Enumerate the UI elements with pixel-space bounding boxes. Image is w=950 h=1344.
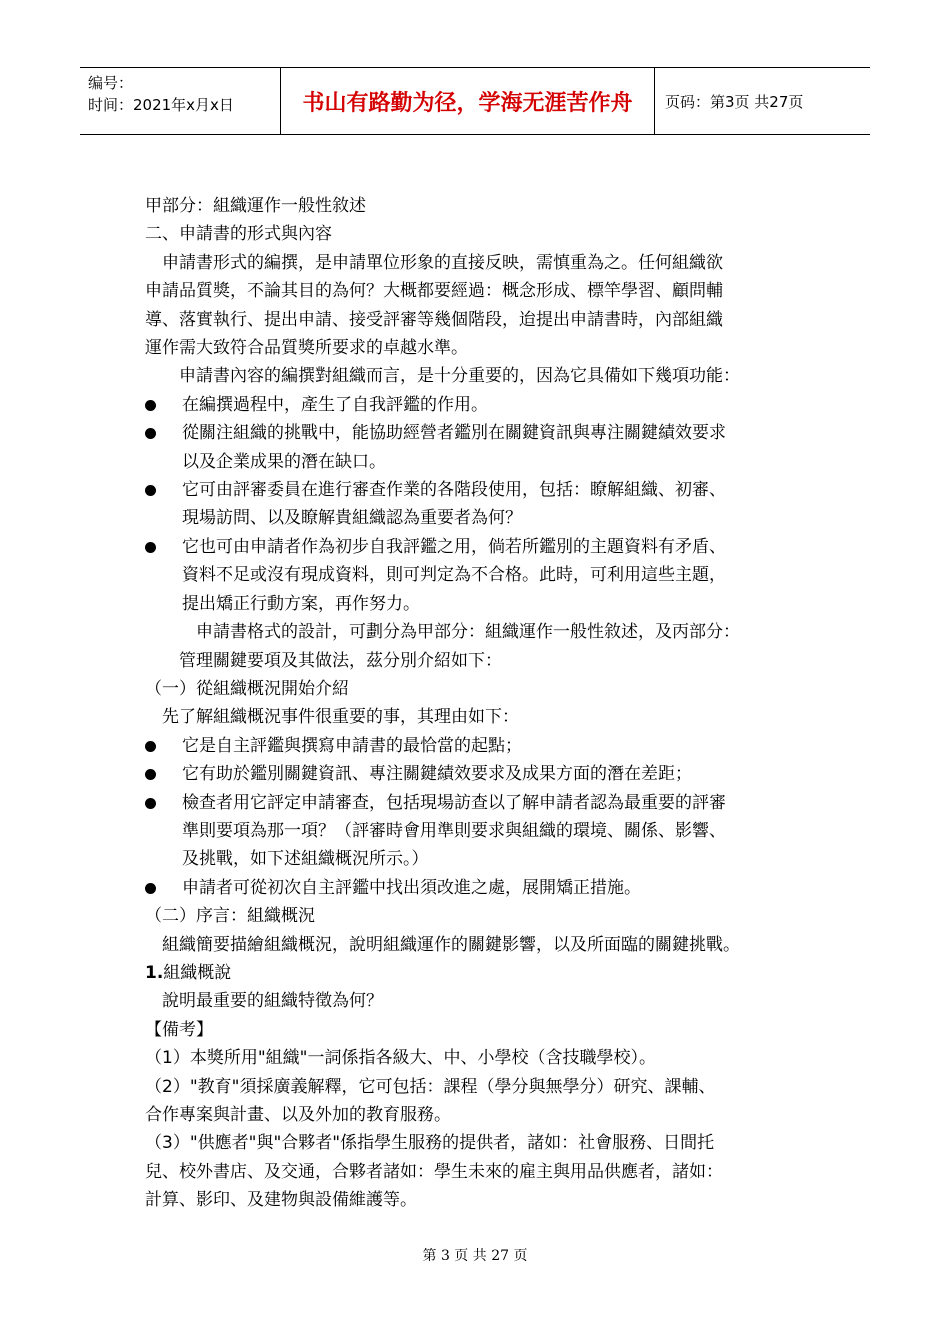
remark-item: （2）"教育"須採廣義解釋，它可包括：課程（學分與無學分）研究、課輔、 <box>145 1076 716 1097</box>
remark-item: （3）"供應者"與"合夥者"係指學生服務的提供者，諸如：社會服務、日間托 <box>145 1133 715 1154</box>
paragraph-line: 管理關鍵要項及其做法，茲分別介紹如下： <box>179 650 502 671</box>
bullet-icon <box>145 883 156 894</box>
bullet-text: 在編撰過程中，產生了自我評鑑的作用。 <box>182 394 488 415</box>
remark-item: （1）本獎所用"組織"一詞係指各級大、中、小學校（含技職學校）。 <box>145 1048 656 1069</box>
bullet-text: 以及企業成果的潛在缺口。 <box>182 451 386 472</box>
bullet-text: 申請者可從初次自主評鑑中找出須改進之處，展開矯正措施。 <box>182 877 641 898</box>
bullet-icon <box>145 769 156 780</box>
bullet-icon <box>145 741 156 752</box>
paragraph: 說明最重要的組織特徵為何？ <box>162 991 383 1012</box>
bullet-text: 檢查者用它評定申請審查，包括現場訪查以了解申請者認為最重要的評審 <box>182 792 726 813</box>
bullet-icon <box>145 798 156 809</box>
paragraph-line: 申請書形式的編撰，是申請單位形象的直接反映，需慎重為之。任何組織欲 <box>162 252 723 273</box>
bullet-item <box>145 732 815 760</box>
bullet-icon <box>145 542 156 553</box>
remark-item: 計算、影印、及建物與設備維護等。 <box>145 1190 417 1211</box>
bullet-item <box>145 391 815 419</box>
motto: 书山有路勤为径，学海无涯苦作舟 <box>281 68 655 134</box>
page-footer: 第 3 页 共 27 页 <box>422 1248 528 1264</box>
remark-title: 【備考】 <box>145 1019 213 1040</box>
paragraph-line: 運作需大致符合品質獎所要求的卓越水準。 <box>145 338 468 359</box>
remark-item: 合作專案與計畫、以及外加的教育服務。 <box>145 1105 451 1125</box>
bullet-text: 準則要項為那一項？（評審時會用準則要求與組織的環境、關係、影響、 <box>182 820 726 841</box>
bullet-text: 它可由評審委員在進行審查作業的各階段使用，包括：瞭解組織、初審、 <box>182 480 726 501</box>
bullet-text: 現場訪問、以及瞭解貴組織認為重要者為何？ <box>182 508 522 529</box>
paragraph: 先了解組織概況事件很重要的事，其理由如下： <box>162 707 519 728</box>
heading-text: 組織概說 <box>163 962 232 983</box>
bullet-item <box>145 476 815 533</box>
heading-three <box>145 959 815 987</box>
bullet-item <box>145 533 815 618</box>
heading-two: （二）序言：組織概況 <box>145 906 315 927</box>
number-label: 编号： <box>88 74 134 92</box>
bullet-text: 提出矯正行動方案，再作努力。 <box>182 593 420 614</box>
bullet-icon <box>145 485 156 496</box>
page-counter: 页码：第3页 共27页 <box>665 92 804 111</box>
bullet-icon <box>145 400 156 411</box>
document-body <box>145 192 815 1215</box>
paragraph-line: 申請書格式的設計，可劃分為甲部分：組織運作一般性敘述，及丙部分： <box>196 622 740 643</box>
paragraph: 申請書內容的編撰對組織而言，是十分重要的，因為它具備如下幾項功能： <box>179 366 740 387</box>
paragraph-line: 申請品質獎，不論其目的為何？大概都要經過：概念形成、標竿學習、顧問輔 <box>145 281 723 302</box>
section-title: 甲部分：組織運作一般性敘述 <box>145 196 366 216</box>
bullet-text: 它有助於鑑別關鍵資訊、專注關鍵績效要求及成果方面的潛在差距； <box>182 764 692 785</box>
bullet-text: 資料不足或沒有現成資料，則可判定為不合格。此時，可利用這些主題， <box>182 565 726 586</box>
bullet-text: 及挑戰，如下述組織概況所示。） <box>182 849 429 870</box>
bullet-item <box>145 419 815 476</box>
bullet-icon <box>145 428 156 439</box>
page-header <box>80 67 870 135</box>
bullet-text: 它是自主評鑑與撰寫申請書的最恰當的起點； <box>182 735 522 756</box>
remark-item: 兒、校外書店、及交通，合夥者諸如：學生未來的雇主與用品供應者，諸如： <box>145 1161 723 1182</box>
bullet-item <box>145 874 815 902</box>
bullet-text: 從關注組織的挑戰中，能協助經營者鑑別在關鍵資訊與專注關鍵績效要求 <box>182 423 726 444</box>
bullet-item <box>145 789 815 874</box>
header-meta <box>80 68 281 134</box>
bullet-item <box>145 760 815 788</box>
heading-one: （一）從組織概況開始介紹 <box>145 678 349 699</box>
paragraph-line: 導、落實執行、提出申請、接受評審等幾個階段，迨提出申請書時，內部組織 <box>145 309 723 330</box>
time-text: 时间：2021年x月x日 <box>88 96 234 114</box>
paragraph: 組織簡要描繪組織概況，說明組織運作的關鍵影響，以及所面臨的關鍵挑戰。 <box>162 934 740 955</box>
sub-title: 二、申請書的形式與內容 <box>145 224 332 245</box>
heading-number: 1. <box>145 962 164 983</box>
bullet-text: 它也可由申請者作為初步自我評鑑之用，倘若所鑑別的主題資料有矛盾、 <box>182 536 726 557</box>
